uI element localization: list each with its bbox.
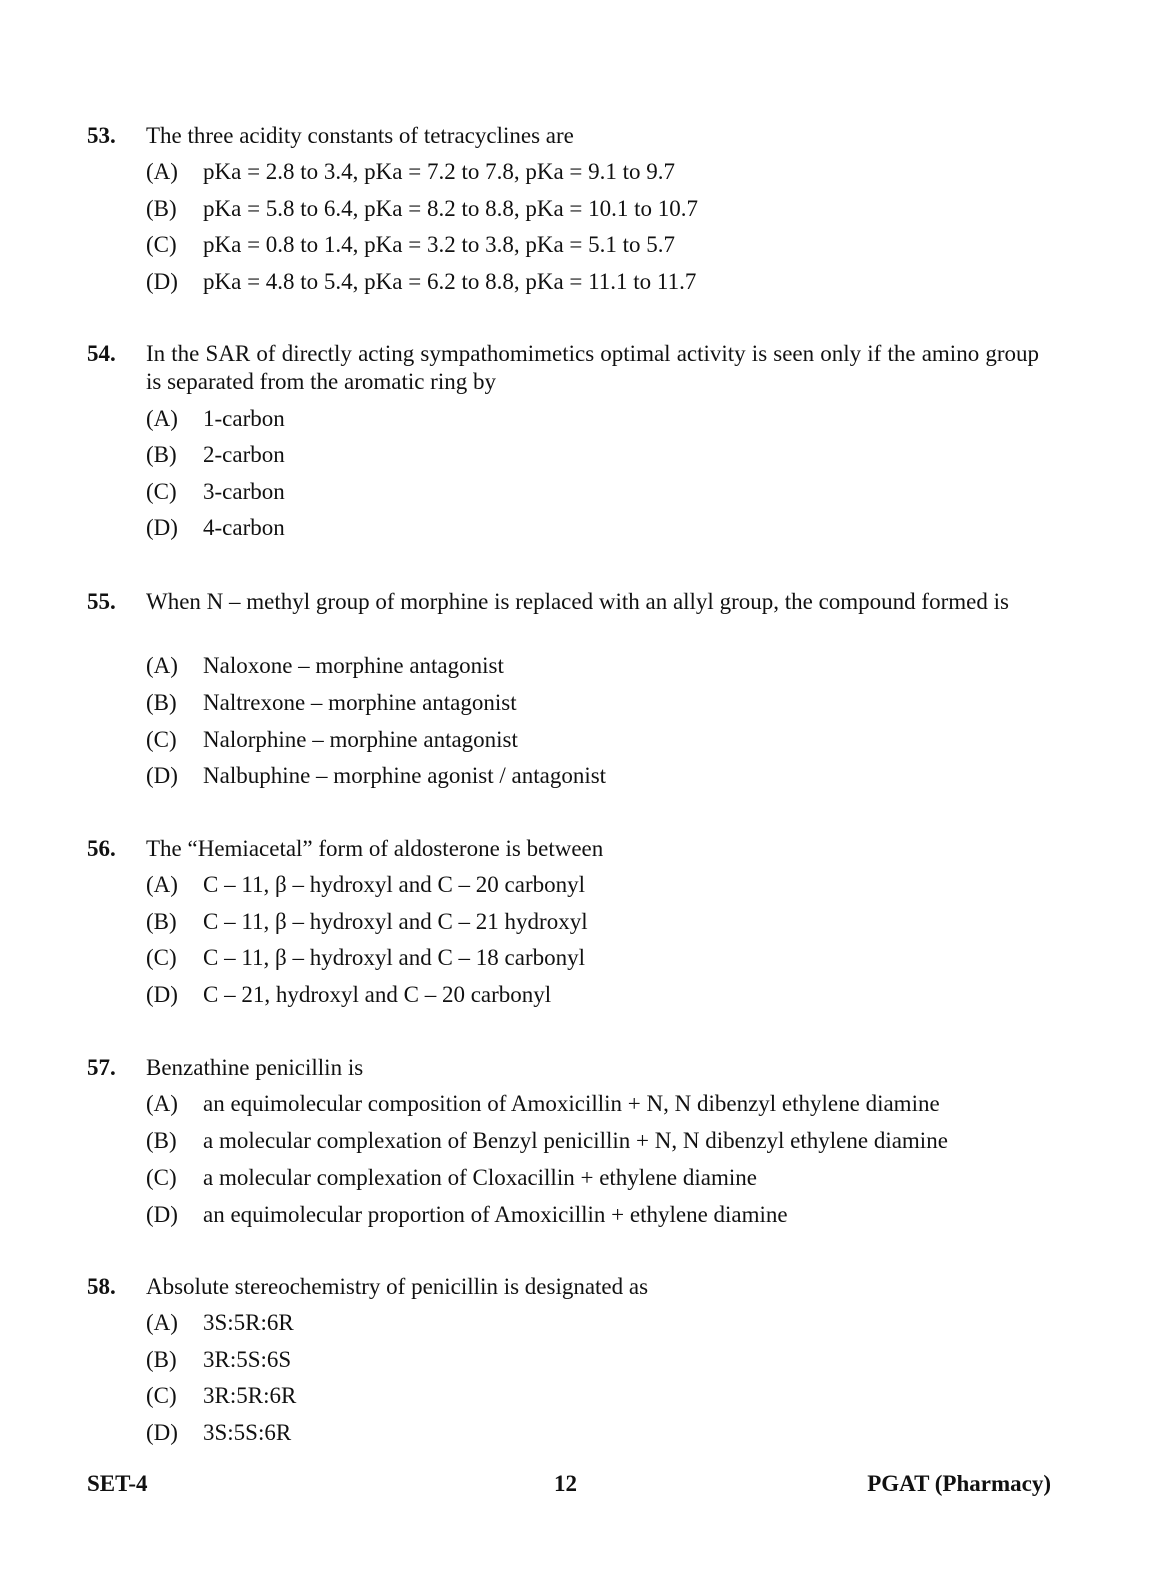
option-d (146, 1419, 291, 1447)
option-label: (C) (146, 479, 177, 504)
question-text: Absolute stereochemistry of penicillin is designated as (146, 1274, 649, 1299)
option-b (146, 908, 588, 936)
option-text: a molecular complexation of Cloxacillin + ethylene diamine (203, 1165, 757, 1190)
option-label: (C) (146, 945, 177, 970)
option-d (146, 1201, 788, 1229)
option-label: (D) (146, 1202, 178, 1227)
option-b (146, 195, 698, 223)
option-text: pKa = 2.8 to 3.4, pKa = 7.2 to 7.8, pKa = 9.1 to 9.7 (203, 159, 676, 184)
question-number: 56. (87, 836, 116, 861)
option-label: (C) (146, 727, 177, 752)
option-text: pKa = 0.8 to 1.4, pKa = 3.2 to 3.8, pKa = 5.1 to 5.7 (203, 232, 676, 257)
option-label: (B) (146, 1128, 177, 1153)
question-number: 58. (87, 1274, 116, 1299)
option-label: (B) (146, 442, 177, 467)
option-c (146, 231, 675, 259)
option-a (146, 1090, 940, 1118)
question-text: The three acidity constants of tetracyclines are (146, 123, 574, 148)
option-text: 3S:5R:6R (203, 1310, 294, 1335)
option-text: C – 21, hydroxyl and C – 20 carbonyl (203, 982, 552, 1007)
option-label: (B) (146, 1347, 177, 1372)
option-a (146, 1309, 294, 1337)
option-text: C – 11, β – hydroxyl and C – 20 carbonyl (203, 872, 586, 897)
option-text: 3-carbon (203, 479, 285, 504)
option-label: (A) (146, 653, 178, 678)
option-text: Naltrexone – morphine antagonist (203, 690, 517, 715)
option-text: an equimolecular composition of Amoxicillin + N, N dibenzyl ethylene diamine (203, 1091, 940, 1116)
option-b (146, 1346, 291, 1374)
option-c (146, 944, 585, 972)
option-text: 3R:5R:6R (203, 1383, 297, 1408)
question-text: The “Hemiacetal” form of aldosterone is between (146, 836, 604, 861)
option-d (146, 762, 606, 790)
option-label: (B) (146, 196, 177, 221)
option-text: 3S:5S:6R (203, 1420, 292, 1445)
question-text: When N – methyl group of morphine is replaced with an allyl group, the compound formed is (146, 589, 1009, 614)
option-text: Nalorphine – morphine antagonist (203, 727, 518, 752)
option-label: (D) (146, 1420, 178, 1445)
option-b (146, 689, 517, 717)
question-number: 57. (87, 1055, 116, 1080)
option-label: (B) (146, 690, 177, 715)
page-number: 12 (554, 1471, 577, 1496)
option-label: (D) (146, 515, 178, 540)
footer-set-label: SET-4 (87, 1471, 148, 1496)
question-number: 54. (87, 341, 116, 366)
option-text: 3R:5S:6S (203, 1347, 292, 1372)
option-label: (A) (146, 159, 178, 184)
option-text: 2-carbon (203, 442, 285, 467)
option-text: Nalbuphine – morphine agonist / antagonist (203, 763, 607, 788)
option-text: C – 11, β – hydroxyl and C – 21 hydroxyl (203, 909, 588, 934)
option-label: (A) (146, 406, 178, 431)
option-a (146, 652, 504, 680)
option-text: a molecular complexation of Benzyl penicillin + N, N dibenzyl ethylene diamine (203, 1128, 948, 1153)
footer-exam-name: PGAT (Pharmacy) (867, 1471, 1051, 1496)
option-c (146, 478, 285, 506)
option-c (146, 1382, 296, 1410)
option-a (146, 871, 585, 899)
question-number: 53. (87, 123, 116, 148)
option-label: (D) (146, 982, 178, 1007)
option-label: (A) (146, 1310, 178, 1335)
option-text: pKa = 4.8 to 5.4, pKa = 6.2 to 8.8, pKa = 11.1 to 11.7 (203, 269, 697, 294)
option-label: (C) (146, 1165, 177, 1190)
option-b (146, 1127, 948, 1155)
option-label: (A) (146, 1091, 178, 1116)
option-b (146, 441, 285, 469)
option-text: 4-carbon (203, 515, 285, 540)
option-d (146, 268, 696, 296)
option-c (146, 1164, 757, 1192)
option-d (146, 981, 551, 1009)
option-text: pKa = 5.8 to 6.4, pKa = 8.2 to 8.8, pKa = 10.1 to 10.7 (203, 196, 699, 221)
option-text: Naloxone – morphine antagonist (203, 653, 504, 678)
option-text: an equimolecular proportion of Amoxicillin + ethylene diamine (203, 1202, 788, 1227)
option-label: (D) (146, 763, 178, 788)
option-label: (A) (146, 872, 178, 897)
option-c (146, 726, 518, 754)
option-label: (D) (146, 269, 178, 294)
option-d (146, 514, 285, 542)
option-a (146, 158, 675, 186)
option-label: (B) (146, 909, 177, 934)
option-text: C – 11, β – hydroxyl and C – 18 carbonyl (203, 945, 586, 970)
option-text: 1-carbon (203, 406, 285, 431)
option-a (146, 405, 285, 433)
question-text: In the SAR of directly acting sympathomimetics optimal activity is seen only if the amino group is separated from the aromatic ring by (146, 341, 1039, 394)
question-number: 55. (87, 589, 116, 614)
option-label: (C) (146, 232, 177, 257)
question-text: Benzathine penicillin is (146, 1055, 364, 1080)
option-label: (C) (146, 1383, 177, 1408)
